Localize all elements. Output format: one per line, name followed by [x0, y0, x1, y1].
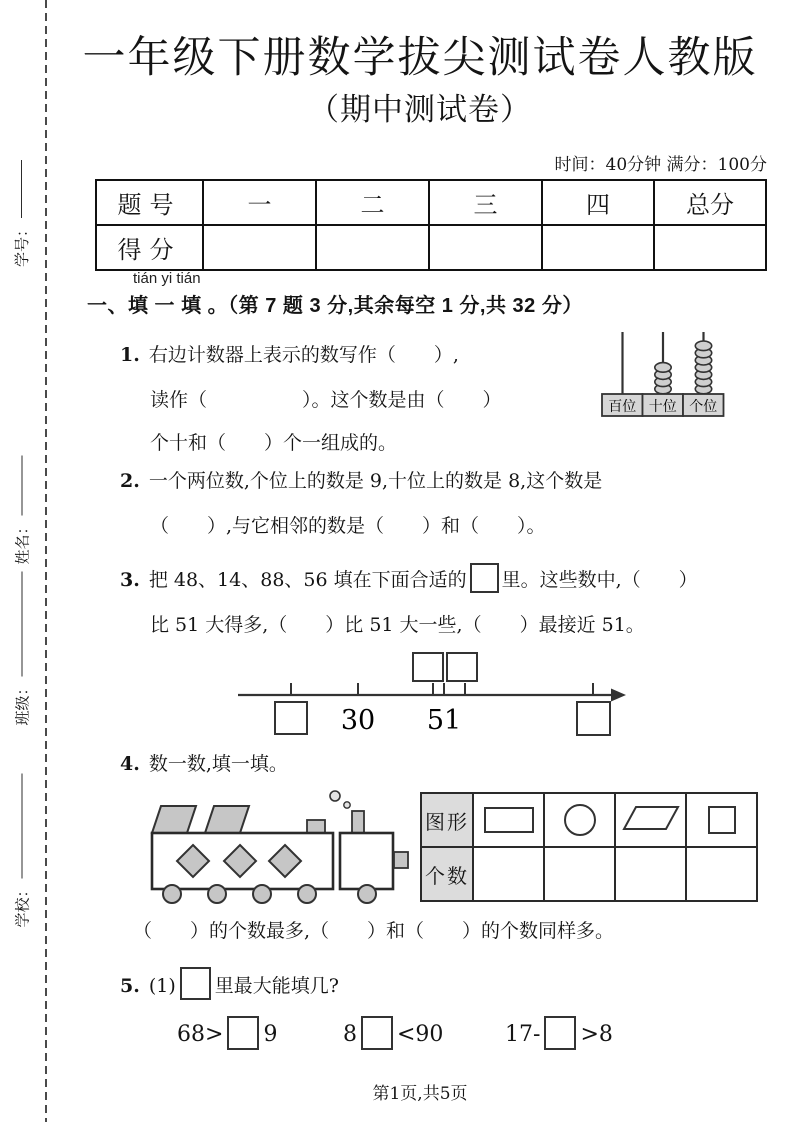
- q5-number: 5.: [120, 975, 140, 997]
- q2-line2: （ ）,与它相邻的数是（ ）和（ ）。: [150, 515, 546, 537]
- q1-line2: 读作（ ）。这个数是由（ ）: [150, 389, 502, 411]
- shape-row-label: 图形: [421, 793, 473, 847]
- score-header-2: 二: [316, 180, 429, 225]
- q2-line1: [120, 466, 602, 493]
- sidebar-student-id: [8, 157, 34, 267]
- q3-line2: 比 51 大得多,（ ）比 51 大一些,（ ）最接近 51。: [150, 614, 645, 636]
- answer-box-above-left: [413, 653, 443, 681]
- expr3-pre: 17-: [505, 1022, 541, 1047]
- q1-number: 1.: [120, 344, 140, 366]
- score-cell: [429, 225, 542, 270]
- page-title: 一年级下册数学拔尖测试卷人教版: [82, 33, 758, 83]
- expr2-post: <90: [397, 1022, 444, 1047]
- expr3-answer-box: [544, 1016, 576, 1050]
- q5-prompt-text: 里最大能填几?: [214, 975, 339, 997]
- cell-circle: [544, 793, 615, 847]
- score-table-score-row: [96, 225, 766, 270]
- sidebar-class: [9, 561, 35, 726]
- expr1-pre: 68>: [177, 1022, 224, 1047]
- count-cell: [544, 847, 615, 901]
- circle-icon: [564, 804, 596, 836]
- square-shape: [394, 852, 408, 868]
- expr3-post: >8: [580, 1022, 613, 1047]
- wheel-circle: [208, 885, 226, 903]
- q4-title-text: 数一数,填一填。: [148, 753, 288, 775]
- score-header-1: 一: [203, 180, 316, 225]
- class-label: 班级：: [13, 680, 31, 726]
- margin-dashed-rule: [45, 0, 47, 1122]
- tens-beads: [655, 363, 671, 394]
- score-header-total: 总分: [654, 180, 766, 225]
- answer-box-below-left: [275, 702, 307, 734]
- q5-expression-1: [177, 1016, 277, 1050]
- score-table: [95, 179, 767, 271]
- square-icon: [708, 806, 736, 834]
- page-footer: 第1页,共5页: [372, 1084, 468, 1104]
- smoke-circle: [330, 791, 340, 801]
- expr1-answer-box: [227, 1016, 259, 1050]
- answer-box-below-right: [577, 702, 610, 735]
- sidebar-school: [9, 763, 35, 928]
- shape-train-drawing: [133, 786, 425, 908]
- count-cell: [686, 847, 757, 901]
- parallelogram-shape: [205, 806, 249, 833]
- score-cell: [542, 225, 654, 270]
- q2-line1-text: 一个两位数,个位上的数是 9,十位上的数是 8,这个数是: [148, 470, 603, 492]
- expr2-answer-box: [361, 1016, 393, 1050]
- q3-line1b-text: 里。这些数中,（ ）: [501, 569, 698, 591]
- count-cell: [615, 847, 686, 901]
- hundreds-label: 百位: [608, 399, 637, 415]
- cell-parallelogram: [615, 793, 686, 847]
- counter-abacus: [596, 330, 736, 420]
- expr2-pre: 8: [343, 1022, 357, 1047]
- score-cell: [316, 225, 429, 270]
- q3-answer-box: [470, 563, 499, 593]
- sidebar-name: [9, 450, 35, 565]
- score-header-timu: 题号: [96, 180, 203, 225]
- school-label: 学校：: [13, 882, 31, 928]
- name-label: 姓名：: [13, 519, 31, 565]
- name-blank: [21, 455, 23, 515]
- score-header-3: 三: [429, 180, 542, 225]
- wheel-circle: [163, 885, 181, 903]
- q3-line1a-text: 把 48、14、88、56 填在下面合适的: [148, 569, 467, 591]
- section1-heading: 一、填 一 填 。（第 7 题 3 分,其余每空 1 分,共 32 分）: [87, 295, 583, 317]
- q1-line1: [120, 340, 459, 367]
- score-cell: [203, 225, 316, 270]
- score-header-4: 四: [542, 180, 654, 225]
- tens-label: 十位: [648, 399, 677, 415]
- wheel-circle: [253, 885, 271, 903]
- tick-label-51: 51: [426, 705, 462, 736]
- expr1-post: 9: [263, 1022, 278, 1047]
- q3-line1: [120, 563, 698, 593]
- q4-answer-line: （ ）的个数最多,（ ）和（ ）的个数同样多。: [133, 920, 615, 942]
- count-row: [421, 847, 757, 901]
- wheel-circle: [358, 885, 376, 903]
- number-line: [233, 645, 653, 740]
- arrowhead-icon: [611, 689, 626, 702]
- tick-label-30: 30: [340, 705, 376, 736]
- answer-box-above-right: [447, 653, 477, 681]
- rectangle-icon: [484, 807, 534, 833]
- q2-number: 2.: [120, 470, 140, 492]
- ones-label: 个位: [689, 399, 718, 415]
- score-row-label: 得分: [96, 225, 203, 270]
- cell-square: [686, 793, 757, 847]
- parallelogram-shape: [152, 806, 196, 833]
- school-blank: [21, 773, 23, 878]
- section1-pinyin: tián yi tián: [133, 270, 201, 287]
- score-cell-total: [654, 225, 766, 270]
- q5-sub-number: (1): [148, 975, 176, 997]
- parallelogram-icon: [622, 805, 680, 831]
- square-car-shape: [340, 833, 393, 889]
- shape-row: [421, 793, 757, 847]
- time-score-info: 时间：40分钟 满分：100分: [554, 155, 767, 175]
- q3-number: 3.: [120, 569, 140, 591]
- smoke-circle: [344, 802, 350, 808]
- q1-line1-text: 右边计数器上表示的数写作（ ）,: [148, 344, 459, 366]
- q5-expression-2: [343, 1016, 443, 1050]
- q1-line3: 个十和（ ）个一组成的。: [150, 432, 398, 454]
- q4-title-line: [120, 749, 288, 776]
- rectangle-shape: [352, 811, 364, 833]
- shape-count-table: [420, 792, 758, 902]
- q5-line1: [120, 967, 339, 1000]
- student-id-label: 学号：: [12, 221, 31, 267]
- wheel-circle: [298, 885, 316, 903]
- student-id-blank: [20, 160, 22, 218]
- count-row-label: 个数: [421, 847, 473, 901]
- score-table-header-row: [96, 180, 766, 225]
- cell-rectangle: [473, 793, 544, 847]
- q5-expression-3: [505, 1016, 613, 1050]
- count-cell: [473, 847, 544, 901]
- q5-example-box: [180, 967, 211, 1000]
- page-subtitle: （期中测试卷）: [308, 92, 532, 128]
- ones-beads: [695, 341, 711, 394]
- q4-number: 4.: [120, 753, 140, 775]
- class-blank: [21, 571, 23, 676]
- rectangle-shape: [307, 820, 325, 833]
